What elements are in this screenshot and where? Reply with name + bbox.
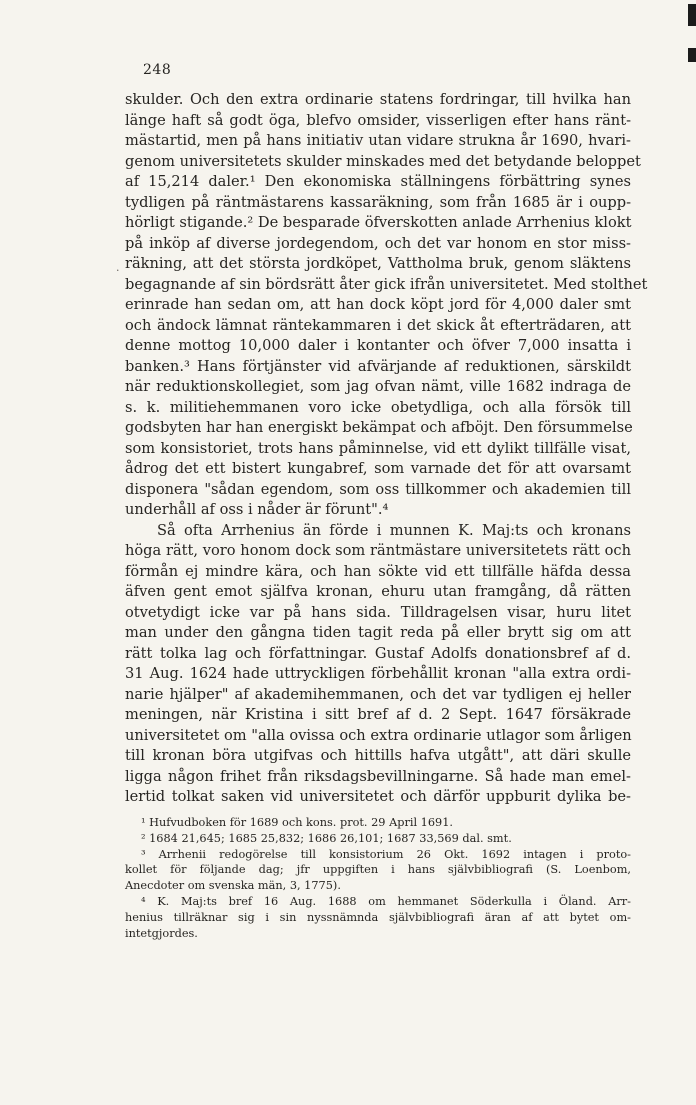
scan-edge-mark [688, 48, 696, 62]
body-line: höga rätt, voro honom dock som räntmästare universitetets rätt och [125, 542, 631, 559]
body-line: 31 Aug. 1624 hade uttryckligen förbehållit kronan "alla extra ordi- [125, 665, 631, 682]
footnote-line: ¹ Hufvudboken för 1689 och kons. prot. 29 April 1691. [141, 816, 454, 829]
footnotes [125, 815, 631, 941]
body-line: af 15,214 daler.¹ Den ekonomiska ställningens förbättring synes [125, 173, 631, 190]
body-line: Så ofta Arrhenius än förde i munnen K. Maj:ts och kronans [157, 521, 631, 539]
body-line: äfven gent emot själfva kronan, ehuru utan framgång, då rätten [125, 583, 631, 600]
body-line: disponera "sådan egendom, som oss tillkommer och akademien till [125, 480, 631, 498]
body-line: ådrog det ett bistert kungabref, som varnade det för att ovarsamt [125, 460, 631, 477]
body-line: meningen, när Kristina i sitt bref af d. 2 Sept. 1647 försäkrade [125, 706, 631, 723]
footnote-line: henius tillräknar sig i sin nyssnämnda självbibliografi äran af att bytet om- [125, 910, 631, 924]
body-line: tydligen på räntmästarens kassaräkning, som från 1685 är i oupp- [125, 193, 631, 211]
footnote-line: ³ Arrhenii redogörelse till konsistorium 26 Okt. 1692 intagen i proto- [141, 847, 631, 861]
body-line: skulder. Och den extra ordinarie statens fordringar, till hvilka han [125, 91, 631, 108]
footnote-line: ⁴ K. Maj:ts bref 16 Aug. 1688 om hemmanet Söderkulla i Öland. Arr- [141, 894, 631, 908]
footnote-line: Anecdoter om svenska män, 3, 1775). [125, 879, 341, 893]
body-line: räkning, att det största jordköpet, Vattholma bruk, genom släktens [125, 255, 631, 272]
body-line: mästartid, men på hans initiativ utan vidare strukna år 1690, hvari- [125, 132, 631, 149]
body-line: och ändock lämnat räntekammaren i det skick åt efterträdaren, att [125, 316, 631, 334]
body-line: ligga någon frihet från riksdagsbevillningarne. Så hade man emel- [125, 767, 631, 785]
body-line: som konsistoriet, trots hans påminnelse, vid ett dylikt tillfälle visat, [125, 439, 631, 457]
footnote-line: kollet för följande dag; jfr uppgiften i hans självbibliografi (S. Loenbom, [125, 863, 631, 877]
margin-mark: · [116, 264, 120, 277]
body-line: godsbyten har han energiskt bekämpat och afböjt. Den försummelse [125, 419, 633, 436]
body-line: förmån ej mindre kära, och han sökte vid ett tillfälle häfda dessa [125, 562, 631, 580]
body-line: hörligt stigande.² De besparade öfverskotten anlade Arrhenius klokt [125, 214, 632, 231]
footnote-line: intetgjordes. [125, 926, 198, 940]
page-number: 248 [143, 62, 172, 78]
body-line: begagnande af sin bördsrätt åter gick ifrån universitetet. Med stolthet [125, 275, 648, 293]
body-line: man under den gångna tiden tagit reda på eller brytt sig om att [125, 624, 631, 641]
body-text [125, 90, 648, 808]
body-line: erinrade han sedan om, att han dock köpt jord för 4,000 daler smt [125, 296, 631, 313]
body-line: rätt tolka lag och författningar. Gustaf Adolfs donationsbref af d. [125, 644, 631, 662]
body-line: när reduktionskollegiet, som jag ofvan nämt, ville 1682 indraga de [125, 378, 631, 395]
footnote-line: ² 1684 21,645; 1685 25,832; 1686 26,101; 1687 33,569 dal. smt. [141, 831, 512, 845]
body-line: otvetydigt icke var på hans sida. Tilldragelsen visar, huru litet [125, 603, 631, 621]
body-line: narie hjälper" af akademihemmanen, och det var tydligen ej heller [125, 685, 631, 703]
body-line: till kronan böra utgifvas och hittills hafva utgått", att däri skulle [125, 747, 631, 764]
body-line: banken.³ Hans förtjänster vid afvärjande af reduktionen, särskildt [125, 357, 631, 375]
body-line: länge haft så godt öga, blefvo omsider, visserligen efter hans ränt- [125, 111, 631, 129]
body-line: denne mottog 10,000 daler i kontanter och öfver 7,000 insatta i [125, 337, 631, 354]
body-line: universitetet om "alla ovissa och extra ordinarie utlagor som årligen [125, 726, 632, 744]
scan-edge-mark [688, 4, 696, 26]
body-line: på inköp af diverse jordegendom, och det var honom en stor miss- [125, 234, 631, 252]
body-line: genom universitetets skulder minskades med det betydande beloppet [125, 152, 641, 170]
body-line: s. k. militiehemmanen voro icke obetydliga, och alla försök till [125, 398, 631, 416]
body-line: lertid tolkat saken vid universitetet och därför uppburit dylika be- [125, 788, 631, 805]
body-line: underhåll af oss i nåder är förunt".⁴ [125, 501, 389, 518]
